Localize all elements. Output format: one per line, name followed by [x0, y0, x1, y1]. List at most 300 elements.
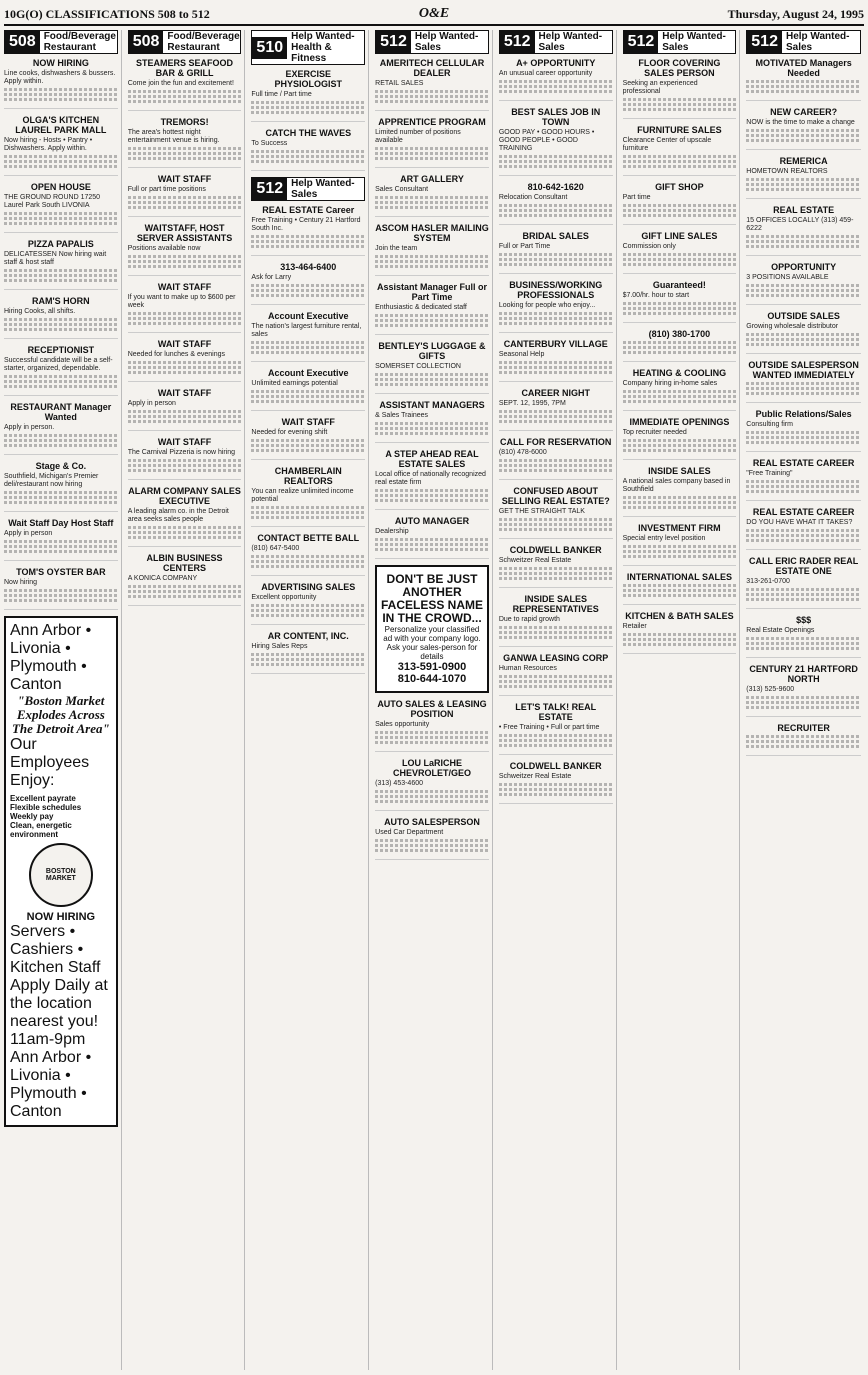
ad-text-line [746, 289, 861, 292]
ad-text-line [499, 317, 613, 320]
ad-text-line [499, 577, 613, 580]
ad-text-line [375, 206, 489, 209]
ad-text-line [128, 526, 242, 529]
ad-text-line [746, 706, 861, 709]
ad-text-line [4, 93, 118, 96]
ad-text-line [4, 274, 118, 277]
ad-text-line [4, 599, 118, 602]
ad-text-line [128, 201, 242, 204]
ad-text-line [251, 449, 365, 452]
ad-text-line [746, 598, 861, 601]
ad-heading: IMMEDIATE OPENINGS [629, 417, 730, 427]
ad-text-line [623, 638, 737, 641]
classified-ad [499, 58, 613, 101]
ad-text-line [251, 284, 365, 287]
ad-body: Needed for lunches & evenings [127, 351, 225, 358]
classified-ad [375, 117, 489, 168]
ad-text-line [375, 378, 489, 381]
ad-heading: (810) 380-1700 [648, 329, 711, 339]
ad-body: A KONICA COMPANY [127, 575, 198, 582]
ad-heading: FURNITURE SALES [637, 125, 722, 135]
ad-text-line [746, 284, 861, 287]
ad-text-line [623, 312, 737, 315]
ad-text-line [128, 366, 242, 369]
ad-body: (313) 453-4600 [375, 780, 424, 787]
ad-heading: CATCH THE WAVES [265, 128, 352, 138]
ad-text-line [375, 319, 489, 322]
ad-text-line [128, 590, 242, 593]
ad-text-line [623, 307, 737, 310]
ad-text-line [251, 390, 365, 393]
ad-body: Ask for Larry [251, 274, 292, 281]
ad-heading: Public Relations/Sales [755, 409, 852, 419]
ad-text-line [499, 744, 613, 747]
ad-text-line [251, 294, 365, 297]
ad-text-line [499, 204, 613, 207]
ad-text-line [128, 595, 242, 598]
ad-text-line [4, 269, 118, 272]
ad-text-line [499, 160, 613, 163]
ad-text-line [251, 604, 365, 607]
ad-body: Schweitzer Real Estate [498, 557, 572, 564]
section-label: 10G(O) CLASSIFICATIONS 508 to 512 [4, 6, 210, 21]
ad-text-line [499, 469, 613, 472]
ad-text-line [4, 323, 118, 326]
classified-ad [128, 339, 242, 382]
ad-body: Needed for evening shift [251, 429, 328, 436]
classified-ad [499, 231, 613, 274]
ad-heading: WAIT STAFF [157, 339, 212, 349]
category-title: Food/Beverage Restaurant [167, 31, 240, 53]
ad-text-line [251, 289, 365, 292]
ad-body: 313-261-0700 [746, 578, 790, 585]
classified-ad [375, 758, 489, 811]
ad-body: Enthusiastic & dedicated staff [375, 304, 467, 311]
classified-ad [4, 518, 118, 561]
ad-heading: CAREER NIGHT [521, 388, 590, 398]
ad-body: Commission only [622, 243, 676, 250]
ad-text-line [128, 464, 242, 467]
ad-text-line [251, 245, 365, 248]
ad-text-line [375, 324, 489, 327]
ad-text-line [623, 209, 737, 212]
ad-heading: CALL FOR RESERVATION [500, 437, 612, 447]
classified-ad [499, 280, 613, 333]
classified-ad [128, 174, 242, 217]
ad-body: Full or part time positions [127, 186, 206, 193]
ad-text-line [4, 491, 118, 494]
ad-text-line [623, 555, 737, 558]
ad-text-line [251, 653, 365, 656]
category-title: Help Wanted-Sales [785, 31, 850, 53]
ad-text-line [251, 506, 365, 509]
ad-text-line [746, 240, 861, 243]
classified-ad [499, 388, 613, 431]
category-number: 508 [5, 31, 40, 53]
classified-ad [375, 282, 489, 335]
ad-text-line [623, 594, 737, 597]
ad-body: Due to rapid growth [498, 616, 560, 623]
classified-ad [4, 567, 118, 610]
classified-ad [623, 280, 737, 323]
classified-ad [623, 58, 737, 119]
category-title: Food/Beverage Restaurant [43, 31, 116, 53]
ad-text-line [499, 626, 613, 629]
classified-ad [746, 360, 861, 403]
logo-promo-ad [375, 565, 489, 693]
ad-text-line [499, 572, 613, 575]
promo-text: Personalize your classified ad with your company logo. [383, 625, 481, 643]
ad-text-line [375, 839, 489, 842]
classified-ad [4, 461, 118, 512]
classified-ad [623, 572, 737, 605]
category-header [499, 30, 613, 54]
ad-text-line [499, 90, 613, 93]
ad-body: Dealership [375, 528, 409, 535]
classified-ad [375, 817, 489, 860]
classified-ad [746, 58, 861, 101]
ad-heading: COLDWELL BANKER [509, 545, 602, 555]
classified-ad [375, 400, 489, 443]
ad-text-line [746, 139, 861, 142]
ad-text-line [499, 371, 613, 374]
ad-heading: HEATING & COOLING [632, 368, 727, 378]
ad-text-line [499, 312, 613, 315]
ad-text-line [128, 312, 242, 315]
ad-text-line [251, 160, 365, 163]
classified-ad [746, 409, 861, 452]
ad-text-line [4, 385, 118, 388]
classified-ad [623, 523, 737, 566]
ad-heading: CONTACT BETTE BALL [257, 533, 360, 543]
classified-ad [128, 553, 242, 606]
ad-body: Hiring Sales Reps [251, 643, 308, 650]
category-number: 512 [624, 31, 659, 53]
ad-text-line [251, 565, 365, 568]
classified-ad [4, 239, 118, 290]
ad-body: Join the team [375, 245, 418, 252]
ad-heading: INVESTMENT FIRM [638, 523, 721, 533]
ad-text-line [499, 793, 613, 796]
ad-text-line [375, 373, 489, 376]
ad-body: Now hiring [4, 579, 38, 586]
classified-ad [746, 311, 861, 354]
ad-text-line [623, 550, 737, 553]
boston-apply: Apply Daily at the location nearest you! 11am-9pm [10, 977, 108, 1048]
column-6 [623, 30, 741, 1370]
classified-ad [4, 402, 118, 455]
ad-text-line [4, 318, 118, 321]
ad-body: Retailer [622, 623, 647, 630]
paper-name: O&E [418, 6, 450, 21]
ad-heading: 313-464-6400 [280, 262, 337, 272]
boston-perks [10, 794, 112, 839]
classified-ad [746, 723, 861, 756]
ad-text-line [128, 95, 242, 98]
ad-heading: GIFT LINE SALES [641, 231, 718, 241]
ad-text-line [746, 294, 861, 297]
column-3 [251, 30, 369, 1370]
classified-ad [746, 507, 861, 550]
classified-ad [4, 296, 118, 339]
ad-text-line [128, 415, 242, 418]
classified-ad [251, 128, 365, 171]
ad-text-line [4, 594, 118, 597]
category-header [623, 30, 737, 54]
ad-text-line [4, 279, 118, 282]
ad-text-line [499, 685, 613, 688]
ad-heading: A+ OPPORTUNITY [516, 58, 596, 68]
ad-text-line [746, 745, 861, 748]
ad-text-line [375, 432, 489, 435]
issue-date: Thursday, August 24, 1995 [727, 6, 864, 21]
ad-heading: REAL ESTATE Career [262, 205, 355, 215]
ad-text-line [746, 485, 861, 488]
column-4 [375, 30, 493, 1370]
ad-text-line [128, 317, 242, 320]
ad-text-line [128, 152, 242, 155]
ad-body: • Free Training • Full or part time [498, 724, 600, 731]
ad-text-line [375, 314, 489, 317]
category-number: 508 [129, 31, 164, 53]
ad-text-line [128, 371, 242, 374]
classified-ad [623, 417, 737, 460]
ad-text-line [4, 222, 118, 225]
ad-text-line [4, 501, 118, 504]
ad-text-line [623, 496, 737, 499]
masthead [4, 4, 864, 26]
classified-ad [499, 339, 613, 382]
ad-text-line [746, 647, 861, 650]
ad-body: An unusual career opportunity [498, 70, 593, 77]
boston-strip: Ann Arbor • Livonia • Plymouth • Canton [10, 622, 92, 693]
category-header [746, 30, 861, 54]
ad-body: Part time [622, 194, 651, 201]
category-number: 510 [252, 37, 287, 59]
classified-ad [251, 417, 365, 460]
ad-text-line [251, 155, 365, 158]
classified-ad [499, 545, 613, 588]
ad-text-line [499, 739, 613, 742]
ad-body: Seasonal Help [498, 351, 545, 358]
ad-text-line [251, 663, 365, 666]
ad-text-line [375, 548, 489, 551]
classified-ad [623, 368, 737, 411]
classified-ad [375, 223, 489, 276]
ad-heading: TREMORS! [160, 117, 209, 127]
ad-heading: STEAMERS SEAFOOD BAR & GRILL [136, 58, 234, 78]
ad-heading: WAIT STAFF [157, 437, 212, 447]
ad-text-line [4, 217, 118, 220]
ad-text-line [746, 740, 861, 743]
classified-ad [746, 458, 861, 501]
category-title: Help Wanted-Sales [662, 31, 726, 53]
ad-text-line [746, 436, 861, 439]
ad-text-line [499, 464, 613, 467]
ad-text-line [251, 439, 365, 442]
category-number: 512 [747, 31, 782, 53]
ad-text-line [128, 585, 242, 588]
ad-heading: EXERCISE PHYSIOLOGIST [274, 69, 343, 89]
ad-text-line [375, 265, 489, 268]
ad-body: Unlimited earnings potential [251, 380, 338, 387]
ad-text-line [251, 351, 365, 354]
classified-ad [499, 761, 613, 804]
ad-heading: Assistant Manager Full or Part Time [376, 282, 487, 302]
ad-text-line [499, 420, 613, 423]
ad-text-line [623, 108, 737, 111]
ad-body: The area's hottest night entertainment venue is hiring. [127, 129, 220, 144]
classified-ad [4, 115, 118, 176]
ad-heading: GIFT SHOP [655, 182, 704, 192]
ad-text-line [375, 147, 489, 150]
ad-text-line [623, 395, 737, 398]
ad-body: NOW is the time to make a change [746, 119, 855, 126]
ad-text-line [375, 152, 489, 155]
ad-text-line [623, 390, 737, 393]
ad-heading: OLGA'S KITCHEN LAUREL PARK MALL [15, 115, 107, 135]
ad-text-line [251, 240, 365, 243]
ad-text-line [623, 506, 737, 509]
boston-perk: Clean, energetic environment [10, 821, 72, 839]
ad-text-line [623, 444, 737, 447]
ad-heading: ASCOM HASLER MAILING SYSTEM [375, 223, 489, 243]
ad-text-line [499, 631, 613, 634]
classified-ad [623, 611, 737, 654]
ad-text-line [128, 265, 242, 268]
ad-text-line [746, 178, 861, 181]
ad-text-line [499, 680, 613, 683]
ad-heading: COLDWELL BANKER [509, 761, 602, 771]
ad-text-line [623, 351, 737, 354]
classified-ad [746, 556, 861, 609]
ad-body: Southfield, Michigan's Premier deli/restaurant now hiring [4, 473, 99, 488]
ad-body: SOMERSET COLLECTION [375, 363, 461, 370]
ad-text-line [251, 560, 365, 563]
ad-body: To Success [251, 140, 288, 147]
ad-body: Positions available now [127, 245, 201, 252]
classified-ad [4, 58, 118, 109]
ad-text-line [499, 734, 613, 737]
ad-text-line [375, 157, 489, 160]
ad-text-line [128, 100, 242, 103]
boston-market-logo: BOSTON MARKET [29, 843, 93, 907]
ad-text-line [375, 741, 489, 744]
ad-heading: ASSISTANT MANAGERS [379, 400, 485, 410]
ad-body: HOMETOWN REALTORS [746, 168, 828, 175]
ad-heading: WAIT STAFF [157, 388, 212, 398]
category-title: Help Wanted-Health & Fitness [291, 31, 355, 64]
ad-text-line [251, 516, 365, 519]
category-title: Help Wanted-Sales [291, 178, 355, 200]
ad-body: SEPT. 12, 1995, 7PM [498, 400, 566, 407]
ad-body: Line cooks, dishwashers & bussers. Apply within. [4, 70, 116, 85]
classified-ad [375, 699, 489, 752]
classified-ad [499, 702, 613, 755]
ad-text-line [499, 788, 613, 791]
ad-text-line [499, 459, 613, 462]
boston-perk: Flexible schedules [10, 803, 82, 812]
ad-text-line [623, 263, 737, 266]
classified-ad [128, 388, 242, 431]
ad-body: Used Car Department [375, 829, 444, 836]
ad-text-line [746, 343, 861, 346]
category-number: 512 [500, 31, 535, 53]
ad-heading: PIZZA PAPALIS [27, 239, 94, 249]
ad-body: Relocation Consultant [498, 194, 568, 201]
ad-text-line [746, 642, 861, 645]
ad-text-line [623, 584, 737, 587]
ad-text-line [746, 529, 861, 532]
ad-text-line [375, 427, 489, 430]
ad-text-line [746, 188, 861, 191]
ad-text-line [623, 302, 737, 305]
ad-heading: BENTLEY'S LUGGAGE & GIFTS [378, 341, 486, 361]
classified-ad [499, 107, 613, 176]
boston-sub: Our Employees Enjoy: [10, 736, 90, 789]
ad-text-line [251, 106, 365, 109]
category-number: 512 [376, 31, 411, 53]
ad-text-line [4, 496, 118, 499]
ad-body: $7.00/hr. hour to start [622, 292, 690, 299]
ad-body: GET THE STRAIGHT TALK [498, 508, 585, 515]
classified-ad [746, 156, 861, 199]
ad-heading: Guaranteed! [652, 280, 706, 290]
classified-ad [128, 117, 242, 168]
ad-heading: INTERNATIONAL SALES [626, 572, 732, 582]
ad-heading: REMERICA [779, 156, 828, 166]
category-number: 512 [252, 178, 287, 200]
ad-heading: AUTO SALESPERSON [384, 817, 480, 827]
ad-heading: ART GALLERY [400, 174, 464, 184]
ad-body: Looking for people who enjoy... [498, 302, 596, 309]
ad-text-line [375, 489, 489, 492]
ad-text-line [746, 85, 861, 88]
ad-text-line [375, 731, 489, 734]
ad-text-line [128, 536, 242, 539]
category-header [251, 30, 365, 65]
classified-ad [251, 533, 365, 576]
ad-body: Top recruiter needed [622, 429, 687, 436]
ad-body: Successful candidate will be a self-starter, organized, dependable. [4, 357, 113, 372]
ad-text-line [375, 100, 489, 103]
ad-heading: $$$ [796, 615, 812, 625]
ad-body: You can realize unlimited income potential [251, 488, 354, 503]
ad-text-line [4, 589, 118, 592]
ad-text-line [251, 395, 365, 398]
ad-text-line [623, 633, 737, 636]
ad-text-line [499, 675, 613, 678]
ad-text-line [375, 538, 489, 541]
ad-heading: OPEN HOUSE [30, 182, 91, 192]
ad-text-line [746, 539, 861, 542]
boston-market-ad [4, 616, 118, 1127]
ad-text-line [4, 98, 118, 101]
ad-text-line [4, 212, 118, 215]
ad-text-line [499, 518, 613, 521]
ad-heading: GANWA LEASING CORP [503, 653, 609, 663]
ad-body: "Free Training" [746, 470, 793, 477]
ad-text-line [375, 422, 489, 425]
classified-ad [128, 437, 242, 480]
ad-heading: WAIT STAFF [157, 174, 212, 184]
ad-text-line [375, 849, 489, 852]
classified-ad [4, 182, 118, 233]
ad-body: Come join the fun and excitement! [127, 80, 234, 87]
category-title: Help Wanted-Sales [414, 31, 479, 53]
ad-body: Sales Consultant [375, 186, 429, 193]
ad-body: (810) 478-6000 [498, 449, 547, 456]
